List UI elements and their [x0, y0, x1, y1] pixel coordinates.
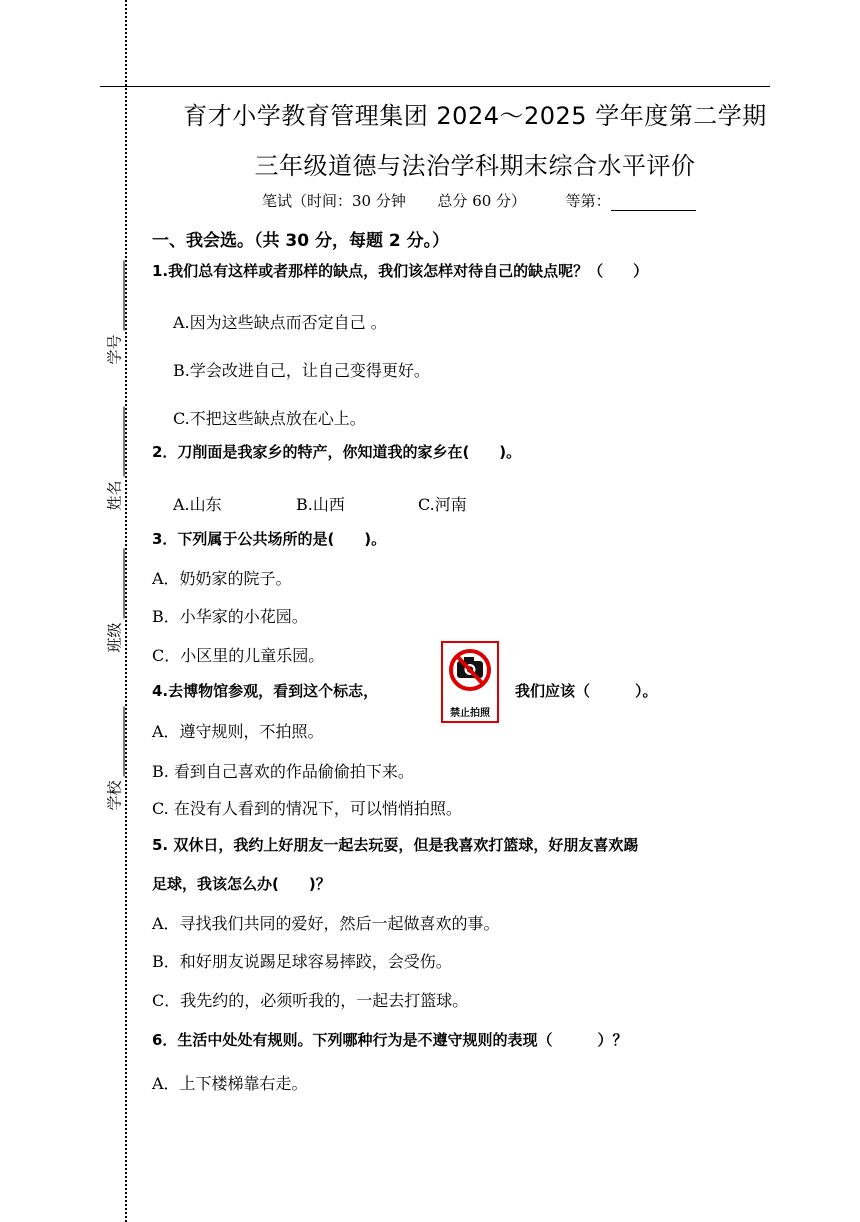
name-label: 姓名: [105, 480, 124, 511]
class-blank[interactable]: [108, 548, 125, 618]
question-4-stem-end: 我们应该（ ）。: [515, 682, 658, 700]
binding-dotted-line: [125, 0, 127, 1222]
page-subtitle: 三年级道德与法治学科期末综合水平评价: [254, 152, 696, 180]
grade-blank[interactable]: [611, 192, 696, 211]
sidebar-class: [104, 548, 125, 652]
student-no-blank[interactable]: [108, 260, 125, 330]
question-1-option-a[interactable]: A.因为这些缺点而否定自己 。: [173, 313, 387, 332]
question-5-stem-line1: 5. 双休日，我约上好朋友一起去玩耍，但是我喜欢打篮球，好朋友喜欢踢: [152, 836, 639, 854]
question-4-option-b[interactable]: B. 看到自己喜欢的作品偷偷拍下来。: [152, 762, 414, 781]
question-6-option-a[interactable]: A．上下楼梯靠右走。: [152, 1074, 308, 1093]
question-4-option-a[interactable]: A．遵守规则，不拍照。: [152, 722, 324, 741]
student-no-label: 学号: [105, 334, 124, 365]
exam-time: 笔试（时间：30 分钟: [262, 192, 406, 210]
question-4-stem-start: 4.去博物馆参观，看到这个标志，: [152, 682, 379, 700]
question-3-stem: 3．下列属于公共场所的是( )。: [152, 530, 387, 548]
question-1-option-c[interactable]: C.不把这些缺点放在心上。: [173, 409, 366, 428]
exam-info-line: [262, 190, 696, 211]
question-2-option-a[interactable]: A.山东: [173, 495, 222, 514]
question-1-stem: 1.我们总有这样或者那样的缺点，我们该怎样对待自己的缺点呢？（ ）: [152, 262, 649, 280]
exam-total-score: 总分 60 分）: [437, 192, 527, 210]
question-1-option-b[interactable]: B.学会改进自己，让自己变得更好。: [173, 361, 430, 380]
no-photography-sign: [441, 641, 499, 723]
question-4-option-c[interactable]: C. 在没有人看到的情况下，可以悄悄拍照。: [152, 799, 462, 818]
header-rule: [100, 86, 770, 87]
no-camera-icon: [443, 643, 497, 699]
school-blank[interactable]: [108, 706, 125, 776]
name-blank[interactable]: [108, 406, 125, 476]
page-title: 育才小学教育管理集团 2024～2025 学年度第二学期: [183, 102, 767, 130]
question-3-option-b[interactable]: B．小华家的小花园。: [152, 607, 308, 626]
question-3-option-a[interactable]: A．奶奶家的院子。: [152, 569, 292, 588]
question-5-option-a[interactable]: A．寻找我们共同的爱好，然后一起做喜欢的事。: [152, 914, 500, 933]
sidebar-student-no: [104, 260, 125, 364]
sidebar-name: [104, 406, 125, 510]
question-5-stem-line2: 足球，我该怎么办( )？: [152, 875, 331, 893]
sign-label: 禁止拍照: [450, 708, 490, 719]
question-2-option-c[interactable]: C.河南: [418, 495, 467, 514]
question-6-stem: 6．生活中处处有规则。下列哪种行为是不遵守规则的表现（ ）？: [152, 1031, 628, 1049]
sidebar-school: [104, 706, 125, 810]
grade-label: 等第：: [565, 192, 611, 210]
question-2-stem: 2．刀削面是我家乡的特产，你知道我的家乡在( )。: [152, 443, 522, 461]
question-3-option-c[interactable]: C．小区里的儿童乐园。: [152, 646, 325, 665]
class-label: 班级: [105, 622, 124, 653]
school-label: 学校: [105, 780, 124, 811]
section-heading: 一、我会选。（共 30 分，每题 2 分。）: [152, 231, 450, 251]
question-5-option-c[interactable]: C．我先约的，必须听我的，一起去打篮球。: [152, 991, 469, 1010]
question-2-option-b[interactable]: B.山西: [296, 495, 345, 514]
question-5-option-b[interactable]: B．和好朋友说踢足球容易摔跤，会受伤。: [152, 952, 452, 971]
